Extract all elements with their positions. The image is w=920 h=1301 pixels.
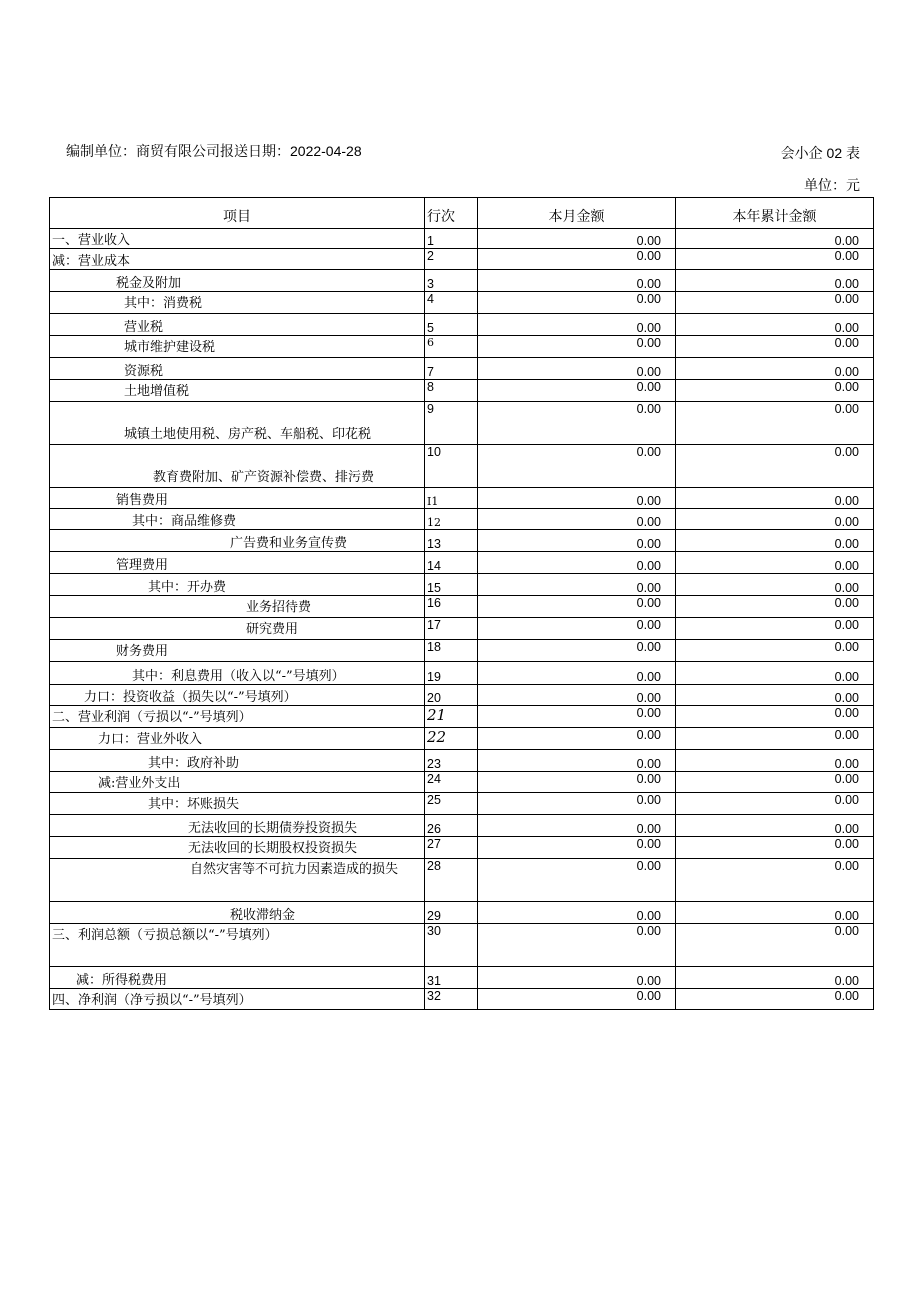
row-month-amount: 0.00 bbox=[478, 618, 676, 640]
table-row bbox=[50, 336, 874, 358]
row-year-amount: 0.00 bbox=[676, 292, 874, 314]
row-month-amount: 0.00 bbox=[478, 662, 676, 685]
row-line-no: 25 bbox=[425, 793, 478, 815]
row-year-amount: 0.00 bbox=[676, 772, 874, 793]
row-line-no: 26 bbox=[425, 815, 478, 837]
row-month-amount: 0.00 bbox=[478, 358, 676, 380]
row-year-amount: 0.00 bbox=[676, 574, 874, 596]
table-row bbox=[50, 640, 874, 662]
row-month-amount: 0.00 bbox=[478, 314, 676, 336]
table-row bbox=[50, 859, 874, 902]
row-line-no: 23 bbox=[425, 750, 478, 772]
table-row bbox=[50, 662, 874, 685]
row-item: 一、营业收入 bbox=[50, 229, 425, 249]
table-row bbox=[50, 574, 874, 596]
table-row bbox=[50, 509, 874, 530]
row-line-no: 27 bbox=[425, 837, 478, 859]
table-row bbox=[50, 967, 874, 989]
table-header-row bbox=[50, 198, 874, 229]
row-month-amount: 0.00 bbox=[478, 336, 676, 358]
column-header-year-amount: 本年累计金额 bbox=[676, 198, 874, 229]
row-line-no: 13 bbox=[425, 530, 478, 552]
row-line-no: 8 bbox=[425, 380, 478, 402]
row-line-no: 6 bbox=[425, 336, 478, 358]
table-row bbox=[50, 530, 874, 552]
row-year-amount: 0.00 bbox=[676, 837, 874, 859]
table-row bbox=[50, 358, 874, 380]
row-line-no: 3 bbox=[425, 270, 478, 292]
row-line-no: 7 bbox=[425, 358, 478, 380]
row-item bbox=[50, 859, 425, 902]
row-year-amount: 0.00 bbox=[676, 640, 874, 662]
row-item: 四、净利润（净亏损以“-”号填列） bbox=[50, 989, 425, 1010]
row-item: 无法收回的长期股权投资损失 bbox=[50, 837, 425, 859]
row-item: 力口：营业外收入 bbox=[50, 728, 425, 750]
row-month-amount: 0.00 bbox=[478, 837, 676, 859]
row-line-no: 10 bbox=[425, 445, 478, 488]
row-item: 研究费用 bbox=[50, 618, 425, 640]
row-item: 二、营业利润（亏损以“-”号填列） bbox=[50, 706, 425, 728]
row-year-amount: 0.00 bbox=[676, 924, 874, 967]
row-year-amount: 0.00 bbox=[676, 488, 874, 509]
row-item-text: 自然灾害等不可抗力因素造成的损失 bbox=[190, 862, 399, 877]
row-month-amount: 0.00 bbox=[478, 859, 676, 902]
row-item: 城镇土地使用税、房产税、车船税、印花税 bbox=[50, 402, 425, 445]
table-row bbox=[50, 750, 874, 772]
table-row bbox=[50, 229, 874, 249]
form-code: 会小企 02 表 bbox=[780, 145, 860, 161]
table-row bbox=[50, 488, 874, 509]
row-month-amount: 0.00 bbox=[478, 488, 676, 509]
row-line-no: 18 bbox=[425, 640, 478, 662]
row-month-amount: 0.00 bbox=[478, 249, 676, 270]
row-line-no: 22 bbox=[425, 728, 478, 750]
row-line-no: 2 bbox=[425, 249, 478, 270]
row-line-no: 17 bbox=[425, 618, 478, 640]
row-month-amount: 0.00 bbox=[478, 989, 676, 1010]
row-line-no: 5 bbox=[425, 314, 478, 336]
row-year-amount: 0.00 bbox=[676, 902, 874, 924]
row-item: 资源税 bbox=[50, 358, 425, 380]
row-line-no: 14 bbox=[425, 552, 478, 574]
row-item: 减：营业成本 bbox=[50, 249, 425, 270]
column-header-item: 项目 bbox=[50, 198, 425, 229]
row-item: 力口：投资收益（损失以“-”号填列） bbox=[50, 685, 425, 706]
report-org-date: 编制单位：商贸有限公司报送日期：2022-04-28 bbox=[66, 143, 362, 159]
row-year-amount: 0.00 bbox=[676, 967, 874, 989]
row-month-amount: 0.00 bbox=[478, 706, 676, 728]
row-item: 其中：政府补助 bbox=[50, 750, 425, 772]
table-row bbox=[50, 706, 874, 728]
row-month-amount: 0.00 bbox=[478, 292, 676, 314]
row-month-amount: 0.00 bbox=[478, 552, 676, 574]
row-year-amount: 0.00 bbox=[676, 618, 874, 640]
currency-unit: 单位：元 bbox=[804, 177, 860, 193]
row-year-amount: 0.00 bbox=[676, 728, 874, 750]
row-line-no: 12 bbox=[425, 509, 478, 530]
row-line-no: 32 bbox=[425, 989, 478, 1010]
row-line-no: 21 bbox=[425, 706, 478, 728]
table-row bbox=[50, 270, 874, 292]
row-item: 财务费用 bbox=[50, 640, 425, 662]
row-item: 其中：坏账损失 bbox=[50, 793, 425, 815]
row-month-amount: 0.00 bbox=[478, 402, 676, 445]
row-month-amount: 0.00 bbox=[478, 229, 676, 249]
row-item: 无法收回的长期债券投资损失 bbox=[50, 815, 425, 837]
table-row bbox=[50, 924, 874, 967]
row-year-amount: 0.00 bbox=[676, 402, 874, 445]
row-year-amount: 0.00 bbox=[676, 336, 874, 358]
row-line-no: 31 bbox=[425, 967, 478, 989]
row-line-no: 24 bbox=[425, 772, 478, 793]
table-row bbox=[50, 618, 874, 640]
row-line-no: 28 bbox=[425, 859, 478, 902]
row-line-no: 15 bbox=[425, 574, 478, 596]
income-statement-table bbox=[49, 197, 874, 1010]
table-row bbox=[50, 902, 874, 924]
row-item: 营业税 bbox=[50, 314, 425, 336]
table-row bbox=[50, 552, 874, 574]
table-row bbox=[50, 728, 874, 750]
row-item: 土地增值税 bbox=[50, 380, 425, 402]
row-line-no: 16 bbox=[425, 596, 478, 618]
row-item: 减:营业外支出 bbox=[50, 772, 425, 793]
table-row bbox=[50, 596, 874, 618]
row-month-amount: 0.00 bbox=[478, 596, 676, 618]
row-item: 广告费和业务宣传费 bbox=[50, 530, 425, 552]
row-year-amount: 0.00 bbox=[676, 229, 874, 249]
row-year-amount: 0.00 bbox=[676, 859, 874, 902]
row-item: 教育费附加、矿产资源补偿费、排污费 bbox=[50, 445, 425, 488]
row-year-amount: 0.00 bbox=[676, 989, 874, 1010]
row-month-amount: 0.00 bbox=[478, 793, 676, 815]
row-month-amount: 0.00 bbox=[478, 685, 676, 706]
row-item: 其中：商品维修费 bbox=[50, 509, 425, 530]
row-month-amount: 0.00 bbox=[478, 640, 676, 662]
row-item: 其中：利息费用（收入以“-”号填列） bbox=[50, 662, 425, 685]
row-item: 其中：消费税 bbox=[50, 292, 425, 314]
row-year-amount: 0.00 bbox=[676, 358, 874, 380]
row-year-amount: 0.00 bbox=[676, 815, 874, 837]
row-item: 三、利润总额（亏损总额以“-”号填列） bbox=[50, 924, 425, 967]
row-month-amount: 0.00 bbox=[478, 924, 676, 967]
row-year-amount: 0.00 bbox=[676, 445, 874, 488]
row-item: 其中：开办费 bbox=[50, 574, 425, 596]
row-month-amount: 0.00 bbox=[478, 530, 676, 552]
row-month-amount: 0.00 bbox=[478, 574, 676, 596]
row-year-amount: 0.00 bbox=[676, 706, 874, 728]
row-year-amount: 0.00 bbox=[676, 530, 874, 552]
row-year-amount: 0.00 bbox=[676, 685, 874, 706]
row-year-amount: 0.00 bbox=[676, 270, 874, 292]
row-item: 销售费用 bbox=[50, 488, 425, 509]
row-month-amount: 0.00 bbox=[478, 270, 676, 292]
table-row bbox=[50, 815, 874, 837]
row-line-no: 20 bbox=[425, 685, 478, 706]
row-year-amount: 0.00 bbox=[676, 509, 874, 530]
column-header-month-amount: 本月金额 bbox=[478, 198, 676, 229]
row-month-amount: 0.00 bbox=[478, 509, 676, 530]
row-month-amount: 0.00 bbox=[478, 815, 676, 837]
row-year-amount: 0.00 bbox=[676, 662, 874, 685]
row-line-no: 1 bbox=[425, 229, 478, 249]
row-item: 城市维护建设税 bbox=[50, 336, 425, 358]
table-row bbox=[50, 380, 874, 402]
table-row bbox=[50, 314, 874, 336]
table-row bbox=[50, 772, 874, 793]
table-row bbox=[50, 685, 874, 706]
row-item: 税金及附加 bbox=[50, 270, 425, 292]
table-row bbox=[50, 837, 874, 859]
row-year-amount: 0.00 bbox=[676, 314, 874, 336]
row-year-amount: 0.00 bbox=[676, 380, 874, 402]
table-row bbox=[50, 249, 874, 270]
table-row bbox=[50, 402, 874, 445]
row-month-amount: 0.00 bbox=[478, 380, 676, 402]
row-year-amount: 0.00 bbox=[676, 249, 874, 270]
row-month-amount: 0.00 bbox=[478, 750, 676, 772]
row-item: 税收滞纳金 bbox=[50, 902, 425, 924]
row-item: 管理费用 bbox=[50, 552, 425, 574]
row-line-no: 30 bbox=[425, 924, 478, 967]
row-month-amount: 0.00 bbox=[478, 772, 676, 793]
table-row bbox=[50, 445, 874, 488]
row-item: 业务招待费 bbox=[50, 596, 425, 618]
table-row bbox=[50, 793, 874, 815]
row-line-no: 4 bbox=[425, 292, 478, 314]
row-month-amount: 0.00 bbox=[478, 445, 676, 488]
row-month-amount: 0.00 bbox=[478, 967, 676, 989]
row-line-no: I1 bbox=[425, 488, 478, 509]
row-year-amount: 0.00 bbox=[676, 793, 874, 815]
table-row bbox=[50, 989, 874, 1010]
row-line-no: 29 bbox=[425, 902, 478, 924]
column-header-line-no: 行次 bbox=[425, 198, 478, 229]
row-line-no: 9 bbox=[425, 402, 478, 445]
table-row bbox=[50, 292, 874, 314]
row-month-amount: 0.00 bbox=[478, 902, 676, 924]
row-line-no: 19 bbox=[425, 662, 478, 685]
row-year-amount: 0.00 bbox=[676, 596, 874, 618]
row-year-amount: 0.00 bbox=[676, 750, 874, 772]
row-year-amount: 0.00 bbox=[676, 552, 874, 574]
row-month-amount: 0.00 bbox=[478, 728, 676, 750]
row-item: 减：所得税费用 bbox=[50, 967, 425, 989]
